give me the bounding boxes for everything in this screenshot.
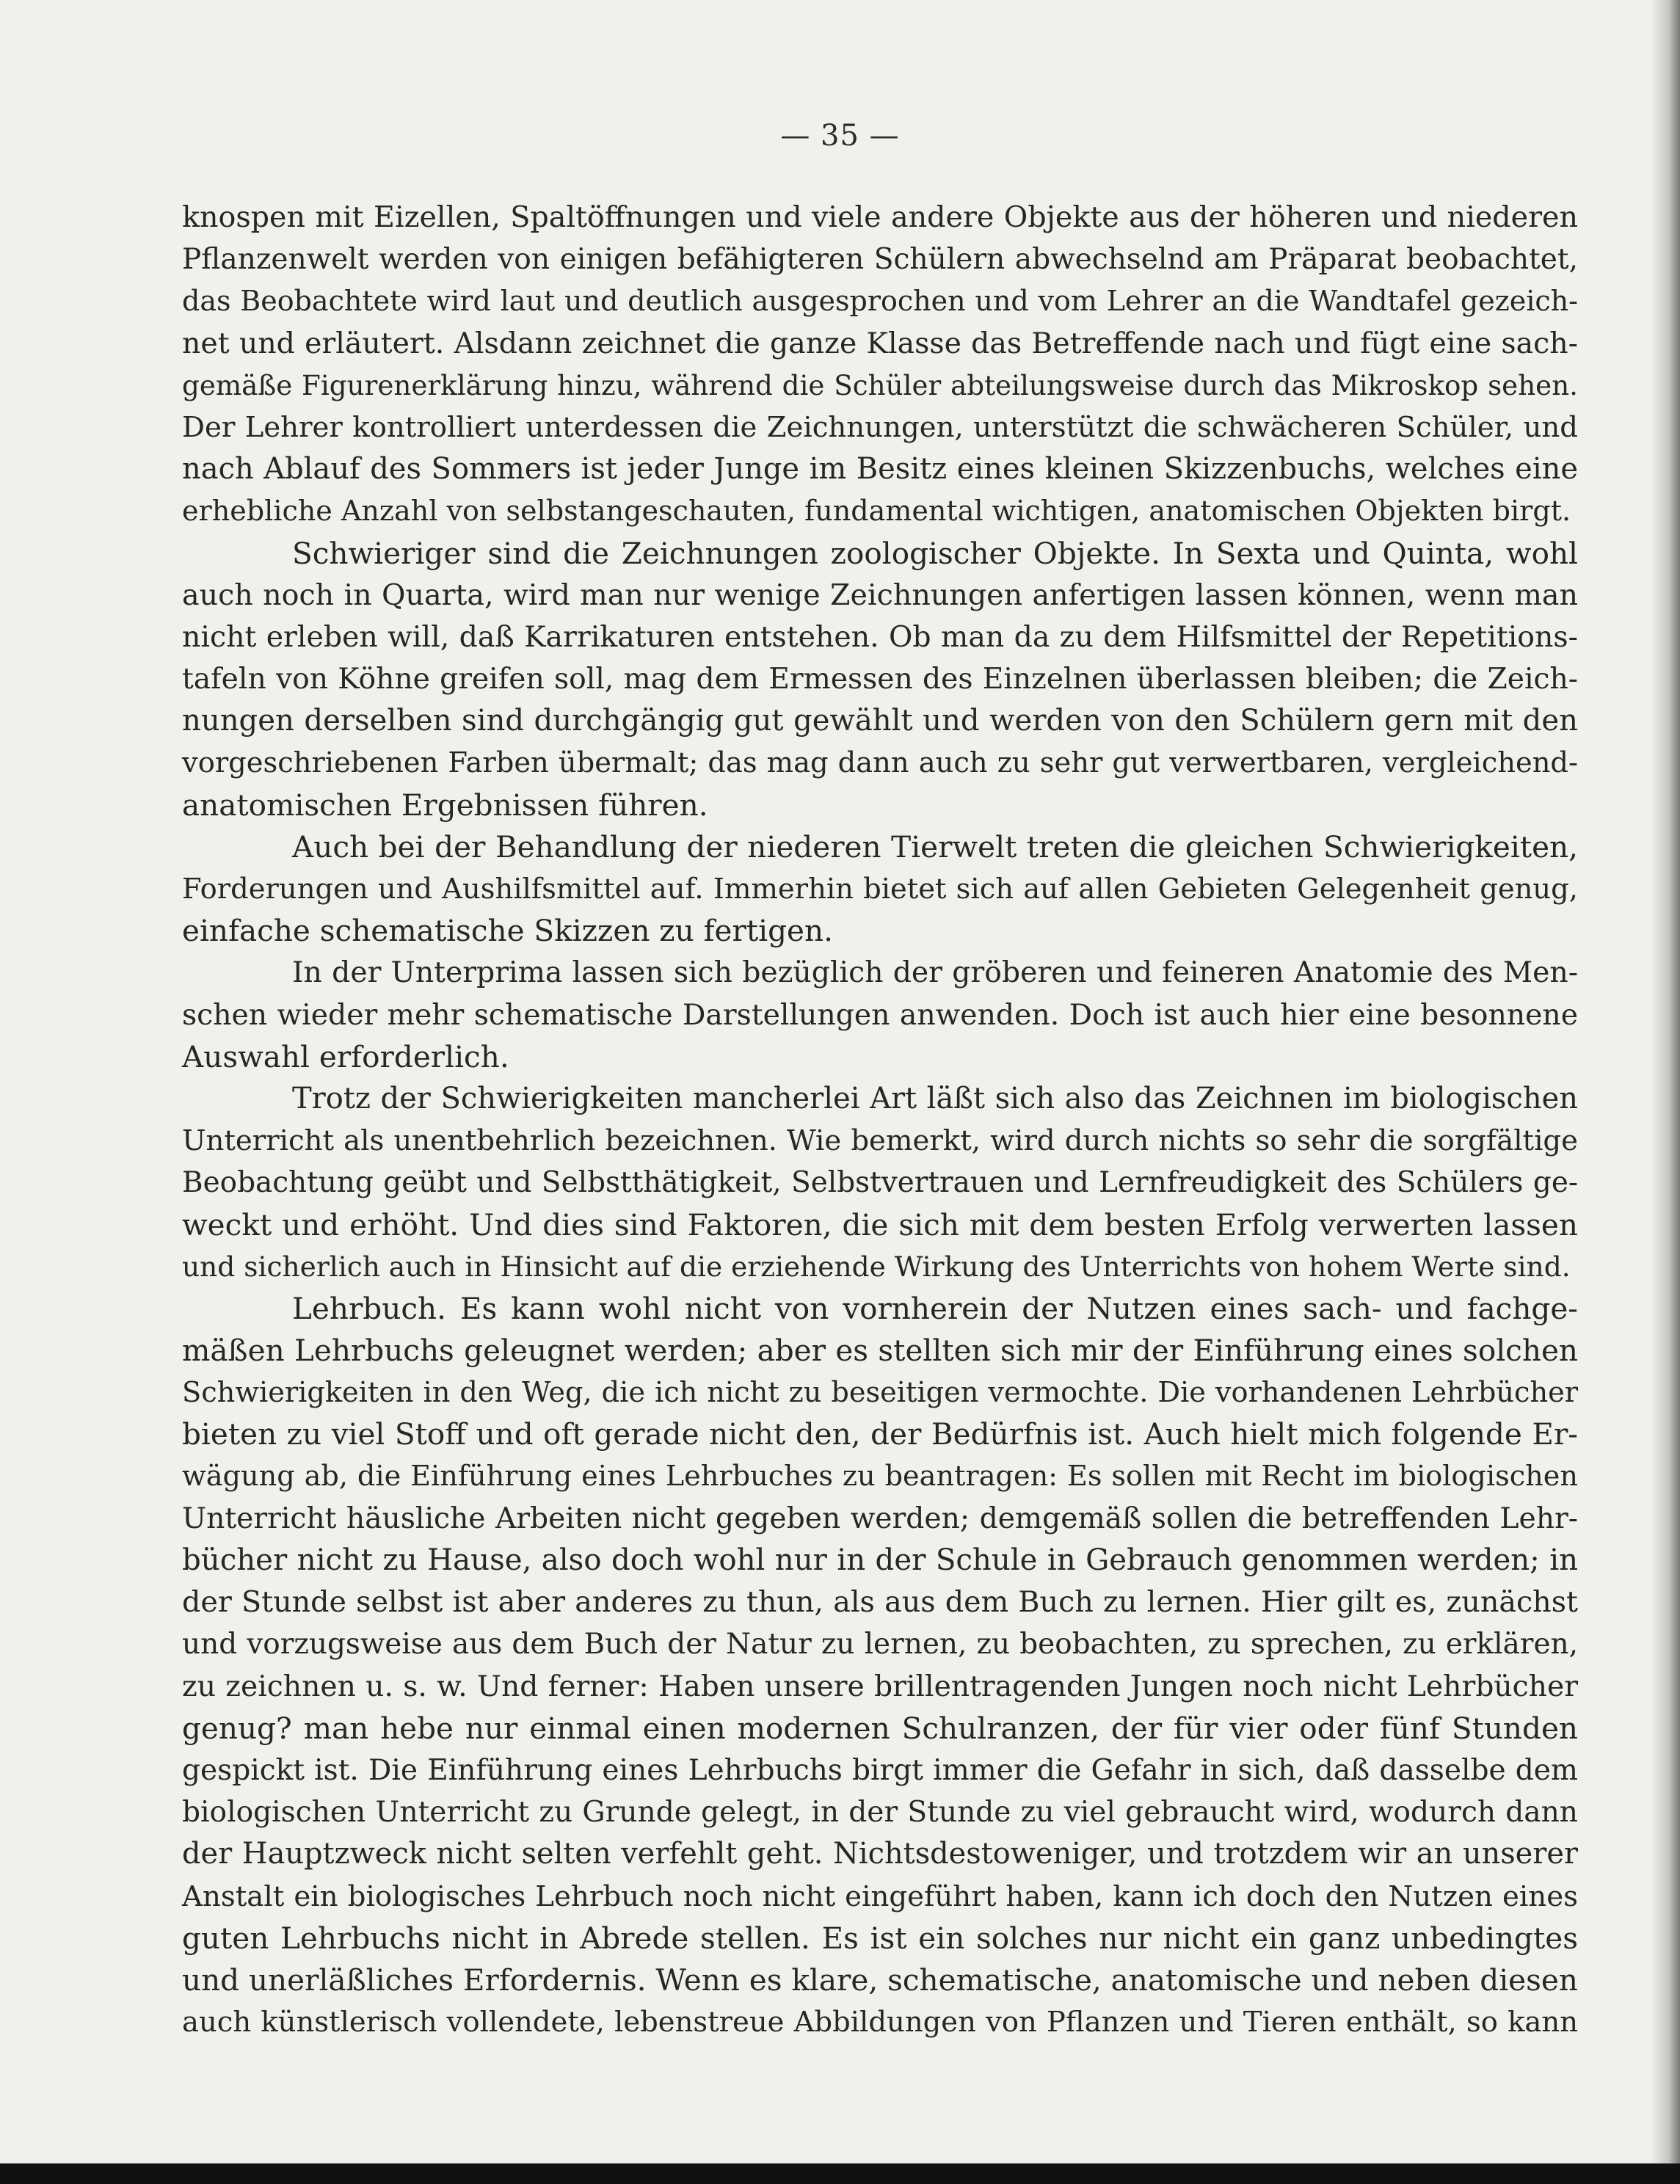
- text-line: das Beobachtete wird laut und deutlich ausgesprochen und vom Lehrer an die Wandtafel gezeich-: [182, 285, 1578, 318]
- text-line: knospen mit Eizellen, Spaltöffnungen und viele andere Objekte aus der höheren und niederen: [182, 200, 1578, 234]
- text-line: gespickt ist. Die Einführung eines Lehrbuchs birgt immer die Gefahr in sich, daß dasselbe dem: [182, 1753, 1578, 1787]
- text-line: net und erläutert. Alsdann zeichnet die ganze Klasse das Betreffende nach und fügt eine sach-: [182, 326, 1578, 360]
- text-line: erhebliche Anzahl von selbstangeschauten, fundamental wichtigen, anatomischen Objekten birgt.: [182, 495, 1571, 528]
- text-line: nicht erleben will, daß Karrikaturen entstehen. Ob man da zu dem Hilfsmittel der Repetitions-: [182, 619, 1578, 654]
- text-line: einfache schematische Skizzen zu fertigen.: [182, 913, 833, 949]
- text-line: Forderungen und Aushilfsmittel auf. Immerhin bietet sich auf allen Gebieten Gelegenheit genug,: [182, 873, 1578, 906]
- text-line: Beobachtung geübt und Selbstthätigkeit, Selbstvertrauen und Lernfreudigkeit des Schülers ge-: [182, 1166, 1578, 1200]
- text-line: Unterricht häusliche Arbeiten nicht gegeben werden; demgemäß sollen die betreffenden Lehr-: [182, 1502, 1578, 1535]
- text-line: bieten zu viel Stoff und oft gerade nicht den, der Bedürfnis ist. Auch hielt mich folgende Er-: [182, 1416, 1578, 1452]
- text-line: bücher nicht zu Hause, also doch wohl nur in der Schule in Gebrauch genommen werden; in: [182, 1543, 1578, 1577]
- text-line: nach Ablauf des Sommers ist jeder Junge im Besitz eines kleinen Skizzenbuchs, welches eine: [182, 452, 1578, 487]
- text-line: und sicherlich auch in Hinsicht auf die erziehende Wirkung des Unterrichts von hohem Werte sind.: [182, 1250, 1571, 1283]
- text-line: Auch bei der Behandlung der niederen Tierwelt treten die gleichen Schwierigkeiten,: [292, 829, 1578, 864]
- text-line: und vorzugsweise aus dem Buch der Natur zu lernen, zu beobachten, zu sprechen, zu erklären,: [182, 1628, 1578, 1661]
- text-line: zu zeichnen u. s. w. Und ferner: Haben unsere brillentragenden Jungen noch nicht Lehrbücher: [182, 1670, 1578, 1703]
- text-line: der Hauptzweck nicht selten verfehlt geht. Nichtsdestoweniger, und trotzdem wir an unserer: [182, 1837, 1578, 1871]
- text-line: Schwieriger sind die Zeichnungen zoologischer Objekte. In Sexta und Quinta, wohl: [292, 535, 1578, 571]
- text-line: auch noch in Quarta, wird man nur wenige Zeichnungen anfertigen lassen können, wenn man: [182, 578, 1578, 612]
- text-line: auch künstlerisch vollendete, lebenstreue Abbildungen von Pflanzen und Tieren enthält, so kann: [182, 2006, 1578, 2039]
- text-line: Anstalt ein biologisches Lehrbuch noch nicht eingeführt haben, kann ich doch den Nutzen eines: [182, 1879, 1578, 1913]
- text-line: genug? man hebe nur einmal einen modernen Schulranzen, der für vier oder fünf Stunden: [182, 1710, 1578, 1746]
- text-line: Schwierigkeiten in den Weg, die ich nicht zu beseitigen vermochte. Die vorhandenen Lehrbücher: [182, 1376, 1578, 1410]
- scan-bottom-border: [0, 2163, 1680, 2184]
- text-line: weckt und erhöht. Und dies sind Faktoren, die sich mit dem besten Erfolg verwerten lassen: [182, 1206, 1578, 1242]
- text-line: Pflanzenwelt werden von einigen befähigteren Schülern abwechselnd am Präparat beobachtet,: [182, 243, 1578, 277]
- text-line: schen wieder mehr schematische Darstellungen anwenden. Doch ist auch hier eine besonnene: [182, 997, 1578, 1032]
- text-line: In der Unterprima lassen sich bezüglich der gröberen und feineren Anatomie des Men-: [292, 956, 1578, 990]
- text-line: wägung ab, die Einführung eines Lehrbuches zu beantragen: Es sollen mit Recht im biologischen: [182, 1460, 1578, 1493]
- text-line: gemäße Figurenerklärung hinzu, während die Schüler abteilungsweise durch das Mikroskop sehen.: [182, 368, 1578, 401]
- text-line: Trotz der Schwierigkeiten mancherlei Art läßt sich also das Zeichnen im biologischen: [292, 1081, 1578, 1115]
- text-line: guten Lehrbuchs nicht in Abrede stellen. Es ist ein solches nur nicht ein ganz unbedingtes: [182, 1920, 1578, 1956]
- text-line: der Stunde selbst ist aber anderes zu thun, als aus dem Buch zu lernen. Hier gilt es, zunächst: [182, 1585, 1578, 1620]
- text-line: anatomischen Ergebnissen führen.: [182, 787, 708, 823]
- body-text: [182, 197, 1578, 2043]
- text-line: mäßen Lehrbuchs geleugnet werden; aber es stellten sich mir der Einführung eines solchen: [182, 1333, 1578, 1369]
- page-edge-shadow: [1651, 0, 1680, 2163]
- text-line: Unterricht als unentbehrlich bezeichnen. Wie bemerkt, wird durch nichts so sehr die sorgfältige: [182, 1124, 1578, 1158]
- text-line: vorgeschriebenen Farben übermalt; das mag dann auch zu sehr gut verwertbaren, vergleichend-: [182, 746, 1578, 780]
- text-line: Auswahl erforderlich.: [182, 1038, 509, 1074]
- text-line: Lehrbuch. Es kann wohl nicht von vornherein der Nutzen eines sach- und fachge-: [292, 1290, 1578, 1326]
- text-line: Der Lehrer kontrolliert unterdessen die Zeichnungen, unterstützt die schwächeren Schüler, und: [182, 410, 1578, 444]
- page-number: — 35 —: [780, 119, 900, 153]
- text-line: biologischen Unterricht zu Grunde gelegt, in der Stunde zu viel gebraucht wird, wodurch dann: [182, 1796, 1578, 1830]
- text-line: nungen derselben sind durchgängig gut gewählt und werden von den Schülern gern mit den: [182, 704, 1578, 738]
- text-line: und unerläßliches Erfordernis. Wenn es klare, schematische, anatomische und neben diesen: [182, 1962, 1578, 1998]
- text-line: tafeln von Köhne greifen soll, mag dem Ermessen des Einzelnen überlassen bleiben; die Zeich-: [182, 663, 1578, 696]
